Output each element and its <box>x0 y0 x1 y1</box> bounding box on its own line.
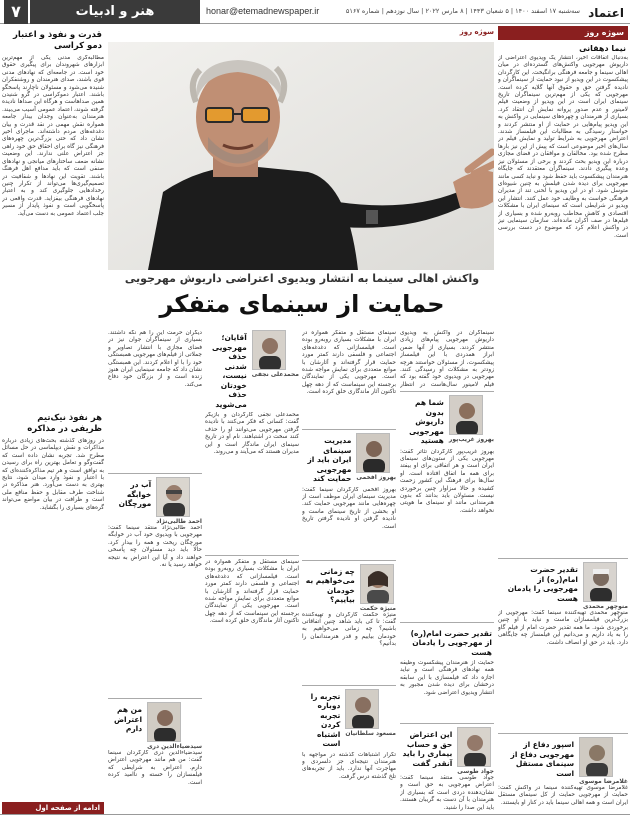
article-headline: حمایت از سینمای متفکر <box>159 290 445 318</box>
page-footer-rule <box>0 814 630 820</box>
center-box-b-title: تقدیر حضرت امام(ره) از مهرجویی را یادمان هست <box>410 628 492 657</box>
article-subheadline: واکنش اهالی سینما به انتشار ویدیوی اعتراضی داریوش مهرجویی <box>124 272 480 285</box>
portrait-caption: منوچهر محمدی <box>582 603 628 610</box>
portrait-photo <box>345 689 379 729</box>
center-column-3-body: سینمای مستقل و متفکر همواره در ایران با مشکلات بسیاری روبه‌رو بوده است. فیلمسازانی که دغدغه‌های اجتماعی و فلسفی دارند کمتر مورد حمایت قرار گرفته‌اند و آثارشان با موانع متعددی برای نمایش مواجه شده است. مهرجویی یکی از نمایندگان برجسته این سینماست که از دهه چهل تاکنون آثار ماندگاری خلق کرده است. <box>205 559 299 625</box>
portrait-caption: سیدضیاءالدین دری <box>147 743 202 750</box>
center-far-box-2-title: من هم اعتراض دارم <box>113 705 143 733</box>
center-mid-box-3 <box>302 689 396 752</box>
right-column-body: به‌دنبال اتفاقات اخیر، انتشار یک ویدیوی اعتراضی از داریوش مهرجویی واکنش‌های گسترده‌ای در میان اهالی سینما و جامعه فرهنگی برانگیخت. این کارگردان پیشکسوت در این ویدیو از نبود حمایت از سینماگران و نادیده گرفتن حق و حقوق آنها گلایه کرده است. مهرجویی که یکی از مهم‌ترین سینماگران تاریخ سینمای ایران است در این ویدیو از وضعیت فیلم لامینور و عدم صدور پروانه نمایش آن انتقاد کرد. بسیاری از هنرمندان و چهره‌های سینمایی در واکنش به این ویدیو پیام‌هایی در حمایت از او منتشر کردند و خواستار رسیدگی به مطالبات این فیلمساز شدند. اعتراض مهرجویی به شرایط تولید و نمایش فیلم در سال‌های اخیر موضوعی است که پیش از این نیز بارها مطرح شده بود. مخالفان و موافقان در فضای مجازی درباره این ویدیو بحث کردند و برخی از مسئولان نیز وعده پیگیری دادند. سینماگران معتقدند که جایگاه هنرمندان پیشکسوت باید حفظ شود و نباید کسی مانند مهرجویی برای دیده شدن فیلمش به چنین شیوه‌ای متوسل شود. او در این ویدیو با لحنی تند از مدیران فرهنگی خواست به وظایف خود عمل کنند. انتشار این ویدیو در شرایطی است که سینمای ایران با مشکلات اقتصادی و کاهش مخاطب روبه‌رو شده و بسیاری از فیلم‌ها در صف اکران مانده‌اند. سازمان سینمایی نیز در واکنش اعلام کرد که موضوع در دست بررسی است. <box>498 55 628 239</box>
portrait-photo <box>147 702 181 742</box>
center-far-box-2-body: سیدضیاءالدین دری کارگردان سینما گفت: من هم مانند مهرجویی اعتراض دارم. اعتراض به شرایطی که فیلمسازان را خسته و ناامید کرده است. <box>108 750 202 786</box>
center-box-c <box>400 727 494 775</box>
portrait-caption: جواد طوسی <box>457 768 494 775</box>
portrait-caption: احمد طالبی‌نژاد <box>156 518 202 525</box>
center-mid-box-1 <box>302 433 396 487</box>
center-column-1 <box>400 330 494 818</box>
center-left-box-1-title: آقایان؛ مهرجویی حذف شدنی نیست، خودتان حذف می‌شوید <box>212 333 247 409</box>
portrait-photo <box>156 477 190 517</box>
center-mid-box-1-title: مدیریت سینمای ایران باید از مهرجویی حمایت کند <box>307 436 352 483</box>
right-box2-body: غلامرضا موسوی تهیه‌کننده سینما در واکنش گفت: حمایت از مهرجویی حمایت از کل سینمای مستقل ایران است و همه اهالی سینما باید در کنار او بایستند. <box>498 785 628 806</box>
page-number: ۷ <box>4 0 28 24</box>
portrait-photo <box>356 433 390 473</box>
center-left-box-1-body: محمدعلی نجفی کارگردان و بازیگر گفت: کسانی که فکر می‌کنند با نادیده گرفتن مهرجویی می‌توانند او را حذف کنند سخت در اشتباهند. نام او در تاریخ سینمای ایران ماندگار است و این مدیران هستند که می‌آیند و می‌روند. <box>205 412 299 456</box>
right-box-1 <box>498 562 628 610</box>
divider <box>108 473 202 474</box>
center-far-box-1 <box>108 477 202 525</box>
masthead <box>0 0 630 24</box>
center-box-b-body: حمایت از هنرمندان پیشکسوت وظیفه همه نهادهای فرهنگی است و نباید اجازه داد که فیلمسازی با این سابقه درخشان برای دیده شدن مجبور به انتشار ویدیوی اعتراضی شود. <box>400 660 494 696</box>
left-column-headline-2: هر نفوذ نیک‌تیم ظریفی در مذاکره <box>27 413 102 434</box>
center-mid-box-2 <box>302 564 396 612</box>
center-far-box-1-body: احمد طالبی‌نژاد منتقد سینما گفت: مهرجویی با ویدیوی خود آب در خوابگه مورچگان ریخت و همه را بیدار کرد. حالا باید دید مسئولان چه پاسخی خواهند داد و آیا این اعتراض به نتیجه خواهد رسید یا نه. <box>108 525 202 569</box>
divider <box>498 733 628 734</box>
right-box2-title: اسپور دفاع از مهرجویی دفاع از سینمای مستقل است <box>510 740 575 778</box>
divider <box>302 685 396 686</box>
center-far-box-1-title: آب در خوابگه مورچگان <box>118 480 152 508</box>
center-far-box-2 <box>108 702 202 750</box>
center-column-1-body: سینماگران در واکنش به ویدیوی داریوش مهرجویی پیام‌های زیادی منتشر کردند. بسیاری از آنها ضمن ابراز همدردی با این فیلمساز پیشکسوت، از مسئولان خواستند هرچه زودتر به مشکلات او رسیدگی کنند. مهرجویی در ویدیوی خود گفته بود که فیلم لامینور سال‌هاست در انتظار <box>400 330 494 388</box>
divider <box>205 555 299 556</box>
portrait-caption: محمدعلی نجفی <box>251 371 299 378</box>
hero-rubric: سوژه روز <box>459 28 494 36</box>
portrait-caption: غلامرضا موسوی <box>579 778 628 785</box>
center-column-3 <box>205 330 299 818</box>
left-column-body: مطالبه‌گری مدنی یکی از مهم‌ترین ابزارهای شهروندان برای پیگیری حقوق خود است. در جامعه‌ای که نهادهای مدنی قوی باشند، صدای هنرمندان و روشنفکران شنیده می‌شود و مسئولان ناچارند پاسخگو باشند. اعتبار دموکراسی در گرو شنیدن همین صداهاست و هرگاه این صداها نادیده گرفته شوند، اعتماد عمومی آسیب می‌بیند. هنرمندان به‌عنوان وجدان بیدار جامعه همواره نقش مهمی در نقد قدرت و بیان دغدغه‌های مردم داشته‌اند. ماجرای اخیر نشان داد که حتی بزرگ‌ترین چهره‌های فرهنگی نیز گاه برای احقاق حق خود راهی جز اعتراض علنی ندارند. این وضعیت نشانه ضعف ساختارهای میانجی و نهادهای صنفی است که باید مدافع اهل فرهنگ باشند. تقویت این نهادها و شفافیت در تصمیم‌گیری‌ها می‌تواند از تکرار چنین رخدادهایی جلوگیری کند و به اعتبار نهادهای فرهنگی بیفزاید. قدرت واقعی در پاسخگویی است و نفوذ پایدار از مسیر جلب اعتماد عمومی به دست می‌آید. <box>2 55 104 217</box>
right-box-title: تقدیر حضرت امام(ره) از مهرجویی را یادمان هست <box>507 565 578 603</box>
center-box-c-title: این اعتراض حق و حساب بیماری را باید آنقدر گفت <box>402 730 453 768</box>
portrait-photo <box>360 564 394 604</box>
center-column-4 <box>108 330 202 818</box>
center-box-a-title: شما هم بدون داریوش مهرجویی هستید <box>409 398 444 445</box>
divider <box>108 698 202 699</box>
dateline: سه‌شنبه ۱۷ اسفند ۱۴۰۰ | ۵ شعبان ۱۴۴۳ | ۸ مارس ۲۰۲۲ | سال نوزدهم | شماره ۵۱۶۷ <box>345 7 580 15</box>
right-box-2 <box>498 737 628 785</box>
center-mid-box-1-body: بهروز افخمی کارگردان سینما گفت: مدیریت سینمای ایران موظف است از چهره‌هایی مانند مهرجویی حمایت کند. او بخشی از تاریخ سینمای ماست و نادیده گرفتن او نادیده گرفتن تاریخ است. <box>302 486 396 530</box>
right-box-body: منوچهر محمدی تهیه‌کننده سینما گفت: مهرجویی از بزرگ‌ترین فیلمسازان ماست و نباید با او چنین برخوردی شود. ما همه تقدیر حضرت امام از فیلم گاو را به یاد داریم و می‌دانیم این فیلمساز چه جایگاهی دارد. باید در حق او انصاف داشت. <box>498 610 628 646</box>
center-column-4-body: دیگران حرمت این را هم نگه داشتند. بسیاری از سینماگران جوان نیز در فضای مجازی با انتشار تصاویر و جملاتی از فیلم‌های مهرجویی همبستگی خود را با او اعلام کردند. این همبستگی نشان داد که جامعه سینمایی ایران هنوز زنده است و از بزرگان خود دفاع می‌کند. <box>108 330 202 388</box>
newspaper-logo <box>584 2 626 22</box>
center-mid-box-3-body: تکرار اشتباهات گذشته در مواجهه با هنرمندان نتیجه‌ای جز دلسردی و مهاجرت آنها ندارد. باید از تجربه‌های تلخ گذشته درس گرفت. <box>302 751 396 780</box>
center-mid-box-2-body: منیژه حکمت کارگردان و تهیه‌کننده گفت: تا کی باید شاهد چنین اتفاقاتی باشیم؟ چه زمانی می‌خواهیم به خودمان بیاییم و قدر هنرمندانمان را بدانیم؟ <box>302 611 396 648</box>
center-mid-box-3-title: تجربه را دوباره تجربه کردن اشتباه است <box>310 691 341 748</box>
center-column-2 <box>302 330 396 818</box>
center-box-a-body: بهروز غریب‌پور کارگردان تئاتر گفت: مهرجویی یکی از ستون‌های سینمای ایران است و هر اتفاقی برای او بیفتد برای همه ما اتفاق افتاده است. او سال‌ها برای فرهنگ این کشور زحمت کشیده و حالا سزاوار چنین برخوردی نیست. مسئولان باید بدانند که بدون هنرمندانی مانند او سینمای ما هویتی نخواهد داشت. <box>400 448 494 514</box>
divider <box>400 391 494 392</box>
center-box-a <box>400 395 494 449</box>
portrait-caption: بهروز افخمی <box>356 474 396 481</box>
left-column <box>2 26 104 816</box>
portrait-photo <box>252 330 286 370</box>
divider <box>302 560 396 561</box>
portrait-photo <box>579 737 613 777</box>
center-mid-box-2-title: چه زمانی می‌خواهیم به خودمان بیاییم؟ <box>305 566 355 604</box>
portrait-photo <box>449 395 483 435</box>
hero-photo <box>108 42 494 270</box>
right-column-byline: نیما دهقانی <box>579 44 626 53</box>
divider <box>498 558 628 559</box>
left-column-body-2: در روزهای گذشته بحث‌های زیادی درباره مذاکرات و نقش دیپلماسی در حل مسائل مطرح شد. تجربه نشان داده است که گفت‌وگو و تعامل بهترین راه برای رسیدن به توافق است و هر تیم مذاکره‌کننده‌ای که با اعتبار و نفوذ وارد میدان شود، نتایج بهتری به دست می‌آورد. هنر مذاکره در شناخت طرف مقابل و حفظ منافع ملی است و ظرافت در بیان مواضع می‌تواند گره‌های بسیاری را بگشاید. <box>2 438 104 511</box>
portrait-caption: بهروز غریب‌پور <box>448 436 494 443</box>
portrait-photo <box>583 562 617 602</box>
continued-from-front: ادامه از صفحه اول <box>2 802 104 814</box>
divider <box>400 723 494 724</box>
portrait-caption: مسعود سلطانیان <box>345 729 396 737</box>
left-column-headline: قدرت و نفوذ و اعتبار دمو کراسی <box>12 30 102 51</box>
right-kicker: سوژه روز <box>498 26 628 40</box>
center-left-box-1 <box>205 330 299 412</box>
center-column-2-body: سینمای مستقل و متفکر همواره در ایران با مشکلات بسیاری روبه‌رو بوده است. فیلمسازانی که دغدغه‌های اجتماعی و فلسفی دارند کمتر مورد حمایت قرار گرفته‌اند و آثارشان با موانع متعددی برای نمایش مواجه شده است. مهرجویی یکی از نمایندگان برجسته این سینماست که از دهه چهل تاکنون آثار ماندگاری خلق کرده است. <box>302 330 396 396</box>
center-box-c-body: جواد طوسی منتقد سینما گفت: اعتراض مهرجویی به حق است و نشان‌دهنده دردی است که بسیاری از هنرمندان با آن دست به گریبان هستند. باید این صدا را شنید. <box>400 775 494 811</box>
email-address[interactable]: honar@etemadnewspaper.ir <box>206 6 320 16</box>
divider <box>400 622 494 623</box>
portrait-photo <box>457 727 491 767</box>
divider <box>302 429 396 430</box>
portrait-caption: منیژه حکمت <box>359 604 396 612</box>
section-name: هنر و ادبیات <box>30 0 200 24</box>
right-column <box>498 26 628 816</box>
svg-text:اعتماد: اعتماد <box>588 6 624 20</box>
